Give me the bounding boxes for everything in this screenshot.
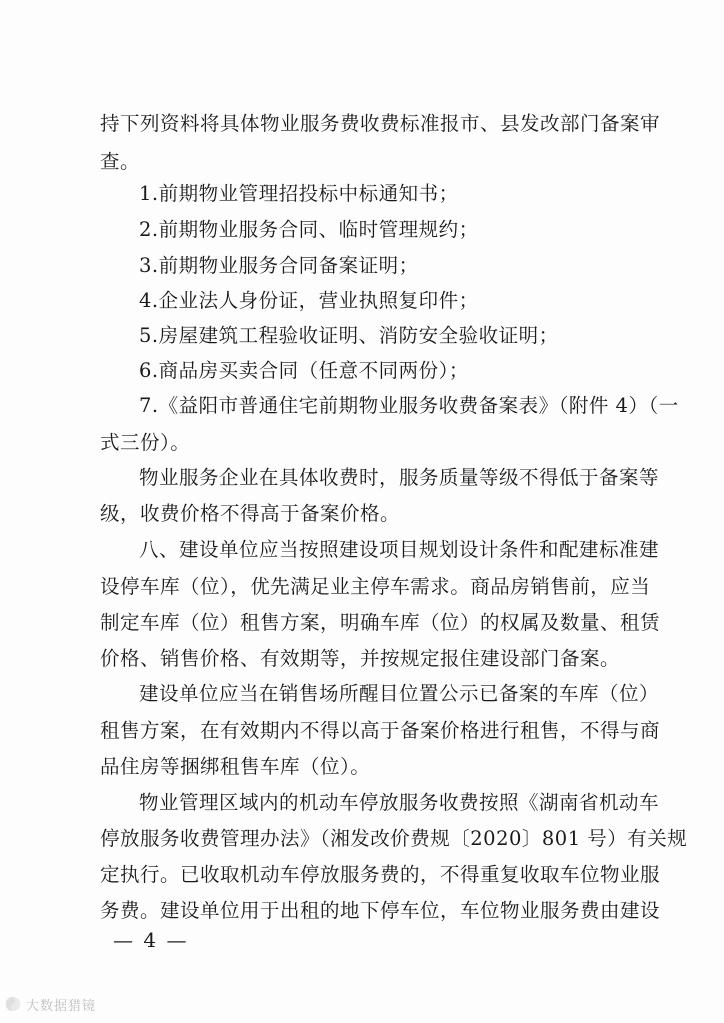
text-line: 制定车库（位）租售方案，明确车库（位）的权属及数量、租赁: [100, 611, 661, 634]
text-line: 定执行。已收取机动车停放服务费的，不得重复收取车位物业服: [100, 863, 661, 886]
list-item: 6.商品房买卖合同（任意不同两份）；: [139, 359, 469, 382]
text-line: 持下列资料将具体物业服务费收费标准报市、县发改部门备案审: [100, 112, 661, 135]
text-line: 物业管理区域内的机动车停放服务收费按照《湖南省机动车: [139, 791, 660, 814]
list-item: 5.房屋建筑工程验收证明、消防安全验收证明；: [139, 324, 559, 347]
section-heading-line: 八、建设单位应当按照建设项目规划设计条件和配建标准建: [139, 538, 660, 561]
list-item: 2.前期物业服务合同、临时管理规约；: [139, 218, 479, 241]
text-line: 建设单位应当在销售场所醒目位置公示已备案的车库（位）: [139, 682, 660, 705]
list-item: 7.《益阳市普通住宅前期物业服务收费备案表》（附件 4）（一: [139, 394, 679, 417]
text-line: 级，收费价格不得高于备案价格。: [100, 502, 401, 525]
swirl-logo-icon: [4, 995, 22, 1013]
watermark-text: 大数据猎镜: [26, 998, 97, 1014]
text-line: 查。: [100, 150, 141, 173]
text-line: 务费。建设单位用于出租的地下停车位，车位物业服务费由建设: [100, 899, 661, 922]
list-item: 4.企业法人身份证，营业执照复印件；: [139, 289, 479, 312]
page-number: — 4 —: [113, 928, 189, 952]
list-item: 3.前期物业服务合同备案证明；: [139, 254, 419, 277]
list-item: 1.前期物业管理招投标中标通知书；: [139, 182, 459, 205]
text-line: 设停车库（位），优先满足业主停车需求。商品房销售前，应当: [100, 575, 651, 598]
watermark: [4, 993, 96, 1015]
text-line: 租售方案，在有效期内不得以高于备案价格进行租售，不得与商: [100, 719, 661, 742]
text-line: 物业服务企业在具体收费时，服务质量等级不得低于备案等: [139, 466, 660, 489]
text-line: 价格、销售价格、有效期等，并按规定报住建设部门备案。: [100, 647, 621, 670]
text-line: 品住房等捆绑租售车库（位）。: [100, 755, 371, 778]
text-line: 式三份）。: [100, 431, 191, 454]
text-line: 停放服务收费管理办法》（湘发改价费规〔2020〕801 号）有关规: [100, 827, 688, 850]
